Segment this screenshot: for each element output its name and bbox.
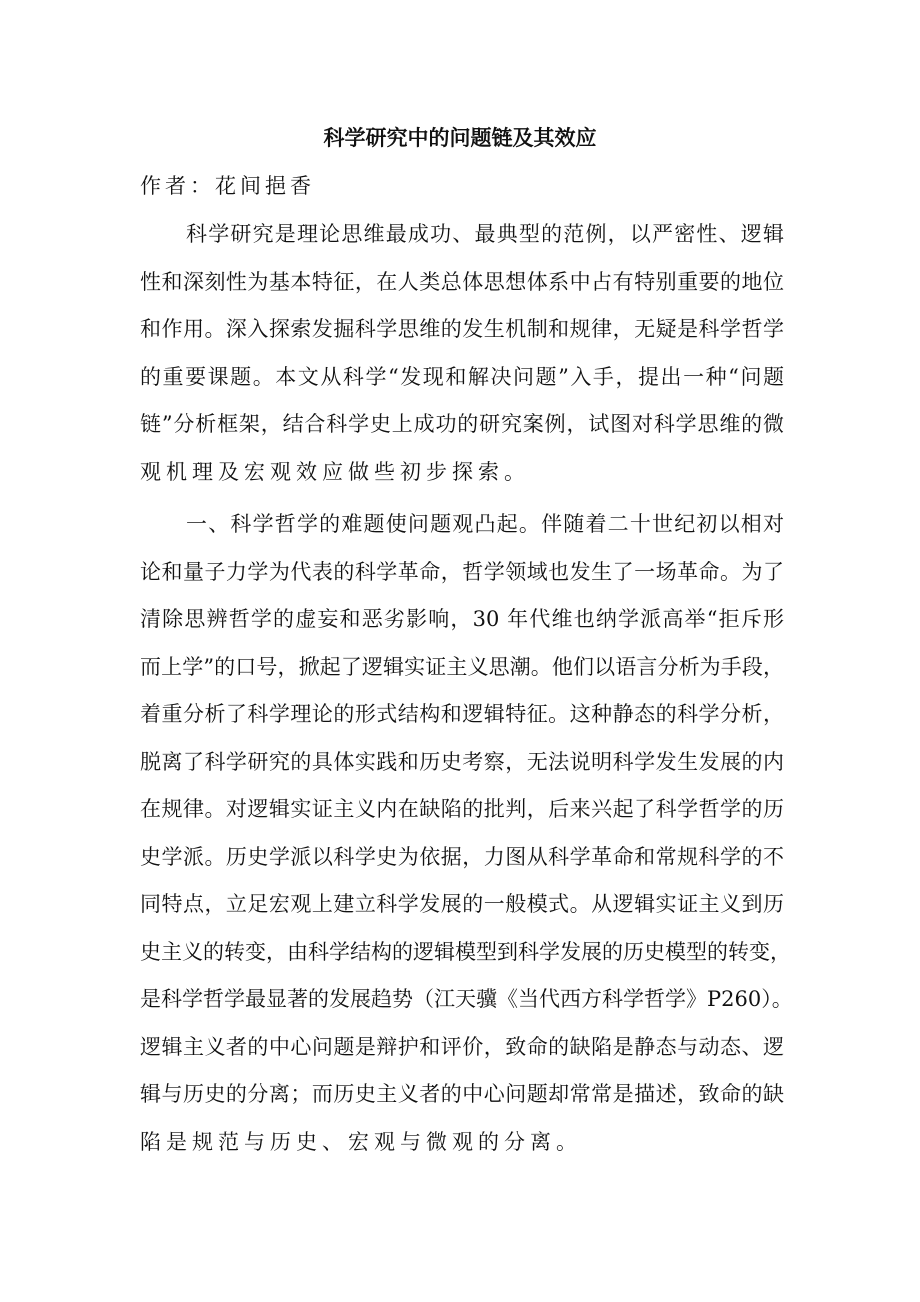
text-line: 一、科学哲学的难题使问题观凸起。伴随着二十世纪初以相对 bbox=[186, 512, 784, 536]
text-line: 和作用。深入探索发掘科学思维的发生机制和规律，无疑是科学哲学 bbox=[140, 317, 784, 341]
text-line: 辑与历史的分离；而历史主义者的中心问题却常常是描述，致命的缺 bbox=[140, 1082, 784, 1106]
text-line: 论和量子力学为代表的科学革命，哲学领域也发生了一场革命。为了 bbox=[140, 559, 784, 584]
text-line: 陷是规范与历史、宏观与微观的分离。 bbox=[140, 1129, 582, 1154]
text-line: 着重分析了科学理论的形式结构和逻辑特征。这种静态的科学分析， bbox=[140, 702, 784, 726]
document-author: 作者：花间挹香 bbox=[140, 174, 315, 198]
text-line: 史主义的转变，由科学结构的逻辑模型到科学发展的历史模型的转变， bbox=[140, 939, 791, 964]
text-line: 科学研究是理论思维最成功、最典型的范例，以严密性、逻辑 bbox=[186, 222, 784, 246]
text-line: 逻辑主义者的中心问题是辩护和评价，致命的缺陷是静态与动态、逻 bbox=[140, 1034, 784, 1059]
text-line: 脱离了科学研究的具体实践和历史考察，无法说明科学发生发展的内 bbox=[140, 749, 784, 774]
text-line: 在规律。对逻辑实证主义内在缺陷的批判，后来兴起了科学哲学的历 bbox=[140, 797, 784, 821]
text-line: 性和深刻性为基本特征，在人类总体思想体系中占有特别重要的地位 bbox=[140, 269, 784, 294]
text-line: 而上学”的口号，掀起了逻辑实证主义思潮。他们以语言分析为手段， bbox=[140, 654, 784, 679]
paragraph-section-one bbox=[140, 509, 793, 1174]
text-line: 的重要课题。本文从科学“发现和解决问题”入手，提出一种“问题 bbox=[140, 364, 784, 389]
text-line: 是科学哲学最显著的发展趋势（江天骥《当代西方科学哲学》P260）。 bbox=[140, 987, 793, 1011]
text-line: 史学派。历史学派以科学史为依据，力图从科学革命和常规科学的不 bbox=[140, 844, 784, 869]
text-line: 观机理及宏观效应做些初步探索。 bbox=[140, 459, 530, 484]
text-line: 同特点，立足宏观上建立科学发展的一般模式。从逻辑实证主义到历 bbox=[140, 892, 784, 916]
paragraph-intro bbox=[140, 219, 784, 504]
document-title: 科学研究中的问题链及其效应 bbox=[323, 126, 597, 150]
text-line: 链”分析框架，结合科学史上成功的研究案例，试图对科学思维的微 bbox=[140, 412, 784, 436]
text-line: 清除思辨哲学的虚妄和恶劣影响，30 年代维也纳学派高举“拒斥形 bbox=[140, 607, 784, 631]
